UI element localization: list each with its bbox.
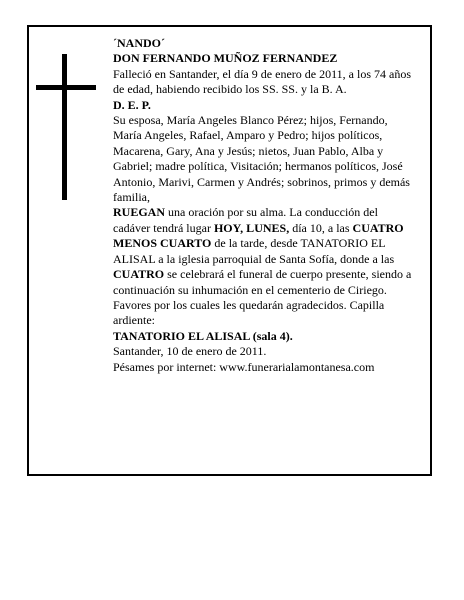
- ceremony-paragraph: [113, 205, 418, 328]
- deceased-name: DON FERNANDO MUÑOZ FERNANDEZ: [113, 51, 338, 66]
- desde: de la tarde, desde TANATORIO EL ALISAL a la iglesia parroquial de Santa Sofía, donde a las: [113, 236, 395, 266]
- cuatro: CUATRO: [113, 267, 165, 282]
- family-paragraph: Su esposa, María Angeles Blanco Pérez; hijos, Fernando, María Angeles, Rafael, Amparo y Pedro; hijos políticos, Macarena, Gary, Ana y Jesús; nietos, Juan Pablo, Alba y Gabriel; madre política, Visitación; hermanos políticos, José Antonio, Marivi, Carmen y Andrés; sobrinos, primos y demás familia,: [113, 113, 410, 205]
- hoy-lunes: HOY, LUNES,: [213, 220, 290, 235]
- nickname: ´NANDO´: [113, 36, 165, 50]
- dep: D. E. P.: [113, 97, 151, 112]
- death-line-2: de edad, habiendo recibido los SS. SS. y la B. A.: [113, 82, 347, 97]
- obituary-text: [113, 36, 418, 375]
- dia-10: día 10, a las: [289, 220, 353, 235]
- place-date: Santander, 10 de enero de 2011.: [113, 344, 267, 359]
- cross-icon: [36, 54, 96, 200]
- capilla-ardiente: TANATORIO EL ALISAL (sala 4).: [113, 328, 293, 343]
- cuatro-menos-cuarto: CUATRO MENOS CUARTO: [113, 220, 404, 251]
- ruegan-rest: una oración por su alma. La conducción del cadáver tendrá lugar: [113, 205, 378, 235]
- ruegan: RUEGAN: [113, 205, 166, 220]
- pesames: Pésames por internet: www.funerarialamontanesa.com: [113, 359, 375, 374]
- death-line-1: Falleció en Santander, el día 9 de enero de 2011, a los 74 años: [113, 66, 411, 81]
- funeral: se celebrará el funeral de cuerpo presente, siendo a continuación su inhumación en el cementerio de Ciriego. Favores por los cuales les quedarán agradecidos. Capilla ardiente:: [113, 267, 412, 328]
